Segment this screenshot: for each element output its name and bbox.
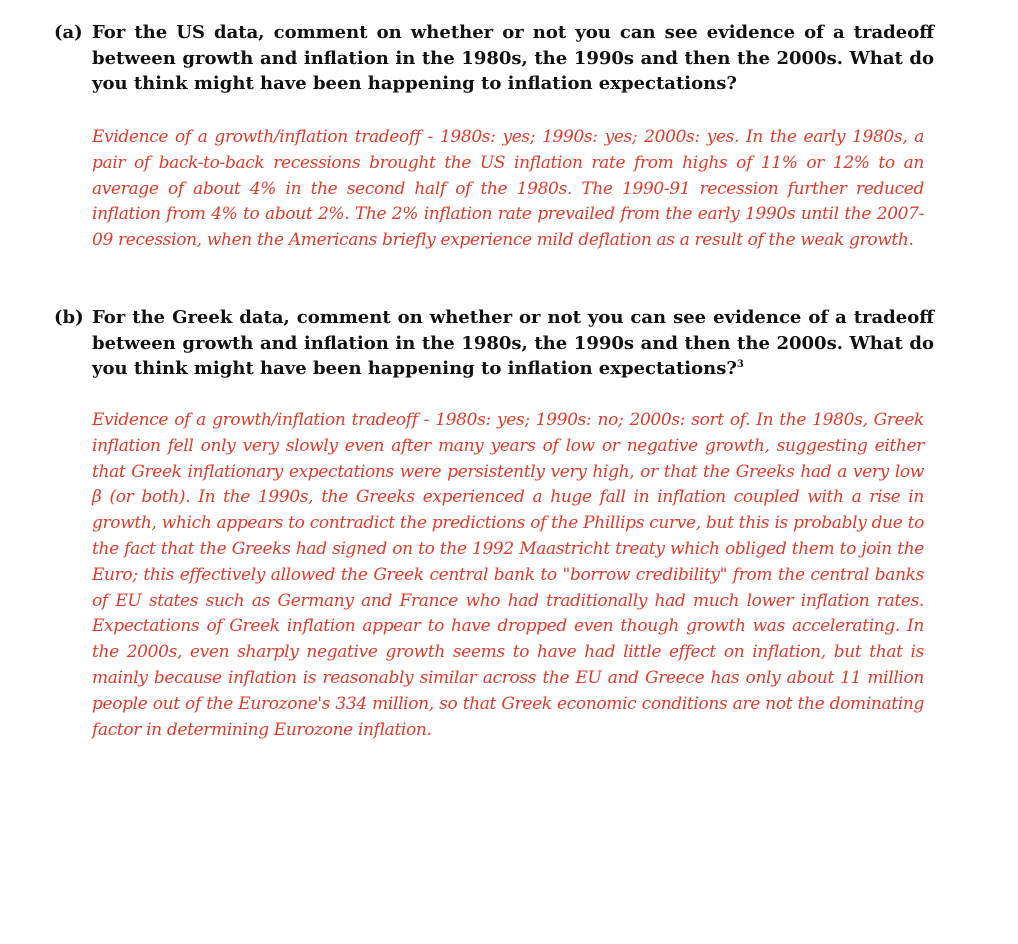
question-b	[54, 305, 934, 382]
question-b-text: For the Greek data, comment on whether or not you can see evidence of a tradeoff between growth and inflation in the 1980s, the 1990s and then the 2000s. What do you think might have been happening to inflation expectations?	[92, 307, 934, 379]
question-b-text-wrapper	[92, 305, 934, 382]
question-b-label: (b)	[54, 307, 84, 328]
question-a-label: (a)	[54, 22, 83, 43]
answer-a: Evidence of a growth/inflation tradeoff - 1980s: yes; 1990s: yes; 2000s: yes. In the early 1980s, a pair of back-to-back recessions brought the US inflation rate from highs of 11% or 12% to an average of about 4% in the second half of the 1980s. The 1990-91 recession further reduced inflation from 4% to about 2%. The 2% inflation rate prevailed from the early 1990s until the 2007-09 recession, when the Americans briefly experience mild deflation as a result of the weak growth.	[92, 127, 924, 251]
answer-b: Evidence of a growth/inflation tradeoff - 1980s: yes; 1990s: no; 2000s: sort of. In the 1980s, Greek inflation fell only very slowly even after many years of low or negative growth, suggesting either that Greek inflationary expectations were persistently very high, or that the Greeks had a very low β (or both). In the 1990s, the Greeks experienced a huge fall in inflation coupled with a rise in growth, which appears to contradict the predictions of the Phillips curve, but this is probably due to the fact that the Greeks had signed on to the 1992 Maastricht treaty which obliged them to join the Euro; this effectively allowed the Greek central bank to "borrow credibility" from the central banks of EU states such as Germany and France who had traditionally had much lower inflation rates. Expectations of Greek inflation appear to have dropped even though growth was accelerating. In the 2000s, even sharply negative growth seems to have had little effect on inflation, but that is mainly because inflation is reasonably similar across the EU and Greece has only about 11 million people out of the Eurozone's 334 million, so that Greek economic conditions are not the dominating factor in determining Eurozone inflation.	[92, 410, 924, 740]
footnote-mark[interactable]: 3	[736, 359, 744, 370]
question-a-text: For the US data, comment on whether or not you can see evidence of a tradeoff between growth and inflation in the 1980s, the 1990s and then the 2000s. What do you think might have been happening to inflation expectations?	[92, 22, 934, 94]
question-a	[54, 20, 934, 97]
